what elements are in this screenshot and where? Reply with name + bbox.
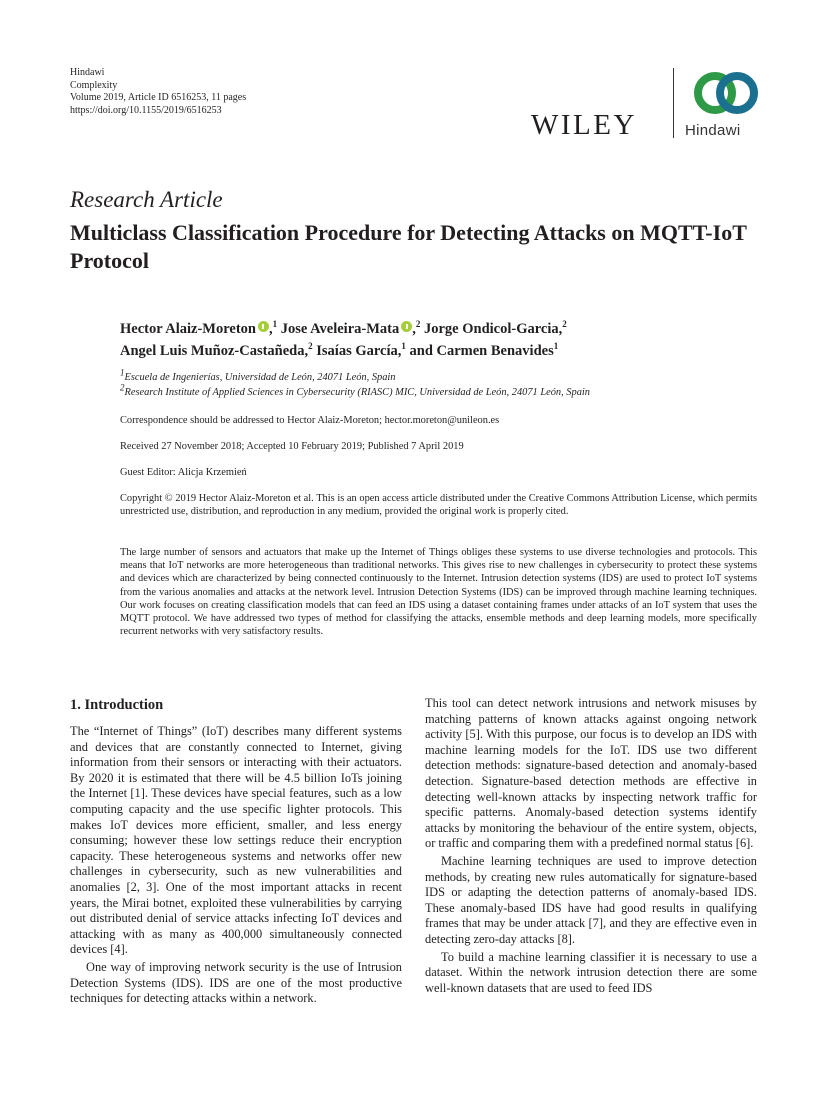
logo-ring-blue <box>720 76 754 110</box>
author-6: and Carmen Benavides$^1$ <box>409 341 559 359</box>
author-5: Isaías García,$^1$ <box>316 341 406 359</box>
correspondence: Correspondence should be addressed to Hector Alaiz-Moreton; hector.moreton@unileon.es <box>120 415 500 426</box>
journal-name: Complexity <box>70 79 118 91</box>
hindawi-logo-icon <box>690 68 762 118</box>
orcid-icon[interactable] <box>401 321 412 332</box>
publication-dates: Received 27 November 2018; Accepted 10 February 2019; Published 7 April 2019 <box>120 441 464 452</box>
paragraph: The “Internet of Things” (IoT) describes many different systems and devices that are constantly connected to Internet, giving information from their sensors or interacting with their actuators. By 2020 it is estimated that there will be 4.5 billion IoTs joining the Internet [1]. These devices have special features, such as a low computing capacity and the use specific lighter protocols. This makes IoT devices more efficient, smaller, and less energy consuming; however these low settings reduce their encryption capacity. These heterogeneous systems and networks offer new challenges in cybersecurity, such as new vulnerabilities and anomalies [2, 3]. One of the most important attacks in recent years, the Mirai botnet, exploited these vulnerabilities by carrying out distributed denial of service attacks infecting IoT devices and attacking with as many as 400,000 simultaneously connected devices [4]. <box>70 724 402 957</box>
affiliations <box>120 367 760 400</box>
author-1[interactable]: Hector Alaiz-Moreton ,$^1$ <box>120 319 278 337</box>
guest-editor: Guest Editor: Alicja Krzemień <box>120 467 247 478</box>
paper-title: Multiclass Classification Procedure for Detecting Attacks on MQTT-IoT Protocol <box>70 220 747 273</box>
author-list <box>120 318 760 362</box>
body-column-left <box>70 724 402 1007</box>
volume-info: Volume 2019, Article ID 6516253, 11 pages <box>70 92 247 104</box>
orcid-icon[interactable] <box>258 321 269 332</box>
copyright-notice: Copyright © 2019 Hector Alaiz-Moreton et al. This is an open access article distributed under the Creative Commons Attribution License, which permits unrestricted use, distribution, and reproduction in any medium, provided the original work is properly cited. <box>120 493 757 518</box>
abstract: The large number of sensors and actuators that make up the Internet of Things obliges these systems to use diverse technologies and protocols. This means that IoT networks are more heterogeneous than traditional networks. This gives rise to new challenges in cybersecurity to protect these systems and devices which are characterized by being connected continuously to the Internet. Intrusion detection systems (IDS) are used to protect IoT systems from the various anomalies and attacks at the network level. Intrusion Detection Systems (IDS) can be improved through machine learning techniques. Our work focuses on creating classification models that can feed an IDS using a dataset containing frames under attacks of an IoT system that uses the MQTT protocol. We have addressed two types of method for classifying the attacks, ensemble methods and deep learning models, more specifically recurrent networks with very satisfactory results. <box>120 547 757 638</box>
paragraph: One way of improving network security is the use of Intrusion Detection Systems (IDS). IDS are one of the most productive techniques for detecting attacks within a network. <box>70 959 402 1006</box>
author-4: Angel Luis Muñoz-Castañeda,$^2$ <box>120 341 313 359</box>
publisher-name: Hindawi <box>70 67 105 78</box>
logo-divider <box>673 68 674 138</box>
author-3: Jorge Ondicol-Garcia,$^2$ <box>423 319 567 337</box>
paragraph: Machine learning techniques are used to improve detection methods, by creating new rules automatically for signature-based IDS or adapting the detection patterns of anomaly-based IDS. These anomaly-based IDS have had good results in qualifying frames that may be under attack [7], and they are effective even in detecting zero-day attacks [8]. <box>425 853 757 946</box>
hindawi-wordmark: Hindawi <box>685 122 741 139</box>
affiliation-1: $^1$Escuela de Ingenierías, Universidad de León, 24071 León, Spain <box>120 367 396 383</box>
affiliation-2: $^2$Research Institute of Applied Sciences in Cybersecurity (RIASC) MIC, Universidad de León, 24071 León, Spain <box>120 382 590 398</box>
body-column-right <box>425 696 757 996</box>
author-2[interactable]: Jose Aveleira-Mata ,$^2$ <box>280 319 421 337</box>
journal-meta <box>70 67 246 117</box>
doi-link[interactable]: https://doi.org/10.1155/2019/6516253 <box>70 104 222 116</box>
section-heading: 1. Introduction <box>70 697 164 713</box>
paragraph: This tool can detect network intrusions and network misuses by matching patterns of known attacks against ongoing network activity [5]. With this purpose, our focus is to develop an IDS with machine learning models for the IoT. IDS use two different detection methods: signature-based detection and anomaly-based detection. Signature-based detection methods are effective in detecting well-known attacks by inspecting network traffic for specific patterns. Anomaly-based detection systems identify attacks by monitoring the behaviour of the entire system, objects, or traffic and comparing them with a predefined normal status [6]. <box>425 696 757 851</box>
article-type: Research Article <box>70 187 223 212</box>
wiley-logo: WILEY <box>531 109 637 141</box>
paragraph: To build a machine learning classifier it is necessary to use a dataset. Within the network intrusion detection there are some well-known datasets that are used to feed IDS <box>425 949 757 995</box>
